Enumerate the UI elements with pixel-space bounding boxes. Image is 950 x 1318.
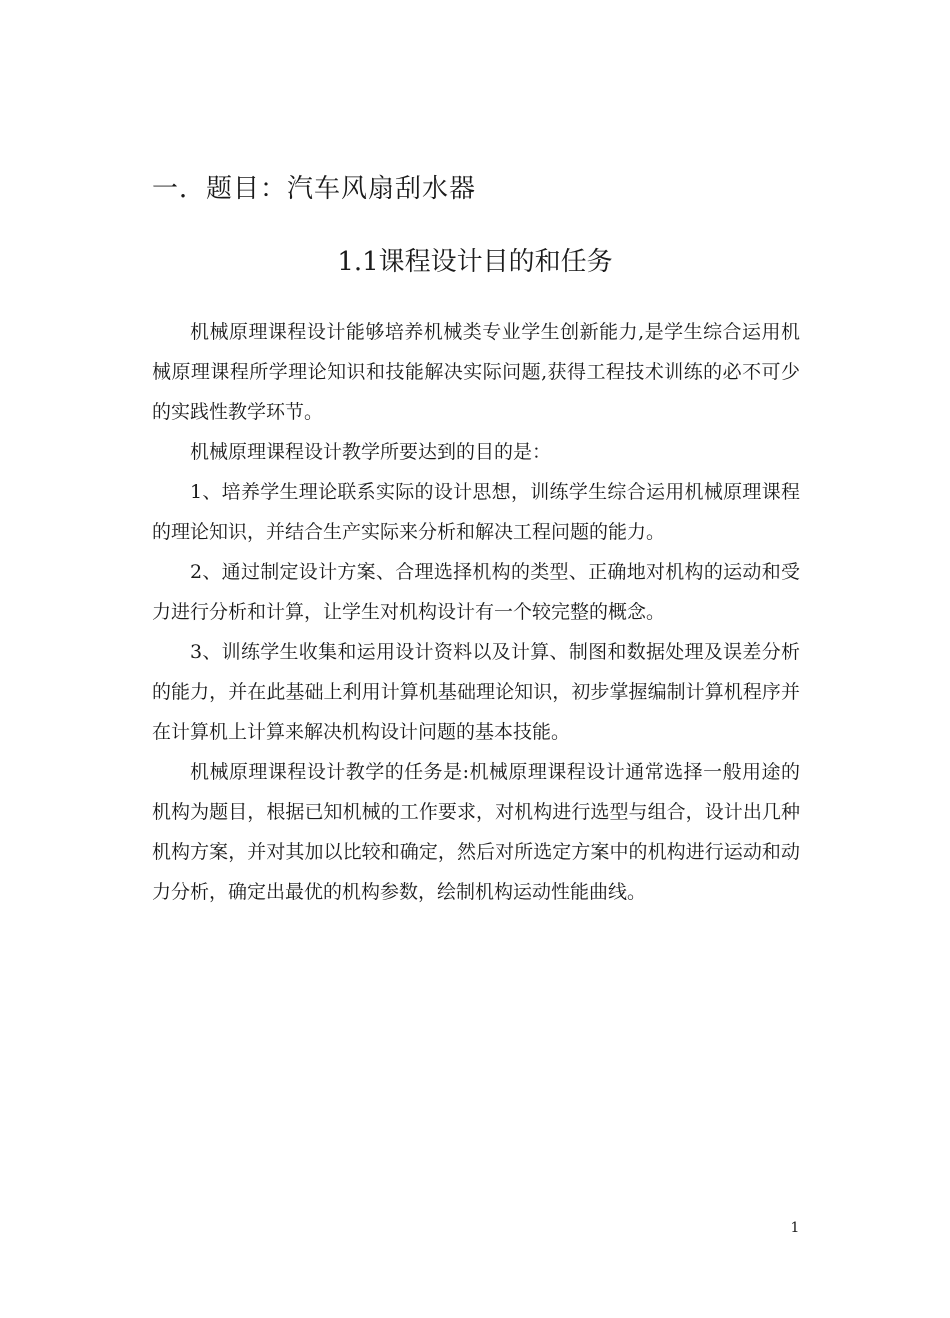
chapter-title: 一．题目：汽车风扇刮水器 [152,174,477,204]
paragraph-objective-2: 2、通过制定设计方案、合理选择机构的类型、正确地对机构的运动和受力进行分析和计算，让学生对机构设计有一个较完整的概念。 [152,561,800,623]
body-text [152,312,800,912]
paragraph-objective-3: 3、训练学生收集和运用设计资料以及计算、制图和数据处理及误差分析的能力，并在此基础上利用计算机基础理论知识，初步掌握编制计算机程序并在计算机上计算来解决机构设计问题的基本技能。 [152,641,800,743]
paragraph-tasks: 机械原理课程设计教学的任务是:机械原理课程设计通常选择一般用途的机构为题目，根据已知机械的工作要求，对机构进行选型与组合，设计出几种机构方案，并对其加以比较和确定，然后对所选定方案中的机构进行运动和动力分析，确定出最优的机构参数，绘制机构运动性能曲线。 [152,761,800,903]
paragraph-objectives-lead: 机械原理课程设计教学所要达到的目的是： [190,441,552,463]
paragraph-intro: 机械原理课程设计能够培养机械类专业学生创新能力,是学生综合运用机械原理课程所学理论知识和技能解决实际问题,获得工程技术训练的必不可少的实践性教学环节。 [152,321,800,423]
page-number: 1 [790,1220,800,1236]
section-title: 1.1课程设计目的和任务 [337,247,613,277]
paragraph-objective-1: 1、培养学生理论联系实际的设计思想，训练学生综合运用机械原理课程的理论知识，并结合生产实际来分析和解决工程问题的能力。 [152,481,800,543]
